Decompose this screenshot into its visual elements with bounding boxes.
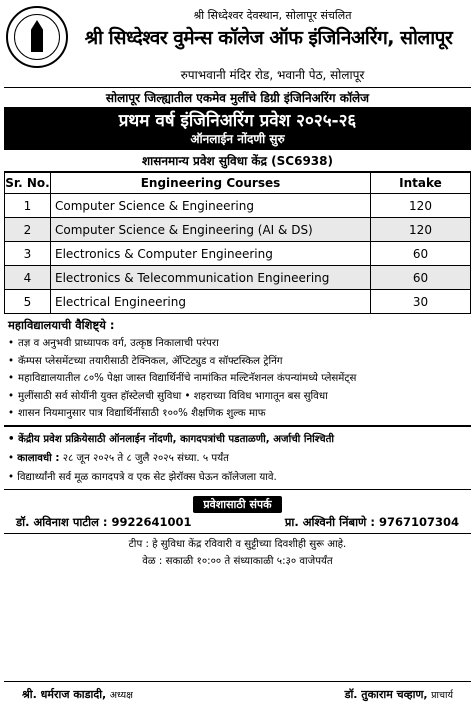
signatory-right: डॉ. तुकाराम चव्हाण, प्राचार्य xyxy=(344,688,453,701)
courses-table xyxy=(4,172,471,314)
footer xyxy=(4,681,471,707)
feature-item: • कॅम्पस प्लेसमेंटच्या तयारीसाठी टेक्निकल, ॲप्टिट्युड व सॉफ्टस्किल ट्रेनिंग xyxy=(8,353,467,371)
signatory-left: श्री. धर्मराज काडादी, अध्यक्ष xyxy=(22,688,133,701)
college-address: रुपाभवानी मंदिर रोड, भवानी पेठ, सोलापूर xyxy=(180,68,365,82)
bullet-icon: • xyxy=(8,452,18,464)
bullet-icon: • xyxy=(8,433,19,445)
process-line: • विद्यार्थ्यांनी सर्व मूळ कागदपत्रे व एक सेट झेरॉक्स घेऊन कॉलेजला यावे. xyxy=(8,471,277,483)
feature-item: • तज्ञ व अनुभवी प्राध्यापक वर्ग, उत्कृष्ठ निकालाची परंपरा xyxy=(8,335,467,353)
table-row xyxy=(5,194,471,218)
cell-sr: 1 xyxy=(5,194,51,218)
notice-line-1: टीप : हे सुविधा केंद्र रविवारी व सुट्टीच्या दिवशीही सुरू आहे. xyxy=(128,538,347,550)
notice-line-2: वेळ : सकाळी १०:०० ते संध्याकाळी ५:३० वाजेपर्यंत xyxy=(142,555,333,567)
table-row xyxy=(5,242,471,266)
college-name: श्री सिध्देश्वर वुमेन्स कॉलेज ऑफ इंजिनिअरिंग, सोलापूर xyxy=(84,27,453,49)
header-course: Engineering Courses xyxy=(51,173,371,194)
duration-label: कालावधी : xyxy=(17,452,60,464)
process-line: • केंद्रीय प्रवेश प्रक्रियेसाठी ऑनलाईन नोंदणी, कागदपत्रांची पडताळणी, अर्जाची निश्चिती xyxy=(8,433,335,445)
feature-item: • मुलींसाठी सर्व सोयींनी युक्त हॉस्टेलची सुविधा • शहराच्या विविध भागातून बस सुविधा xyxy=(8,388,467,406)
facilitation-centre: शासनमान्य प्रवेश सुविधा केंद्र (SC6938) xyxy=(4,150,471,172)
cell-sr: 3 xyxy=(5,242,51,266)
banner-subtitle: ऑनलाईन नोंदणी सुरु xyxy=(190,132,285,146)
features-title: महाविद्यालयाची वैशिष्ट्ये : xyxy=(8,318,115,332)
cell-course: Electrical Engineering xyxy=(51,290,371,314)
cell-sr: 5 xyxy=(5,290,51,314)
bullet-icon: • xyxy=(8,373,15,384)
features-section xyxy=(4,314,471,427)
college-logo xyxy=(6,6,68,68)
admission-process xyxy=(4,427,471,490)
cell-intake: 60 xyxy=(371,242,471,266)
process-duration xyxy=(8,449,467,468)
cell-intake: 120 xyxy=(371,218,471,242)
banner-title: प्रथम वर्ष इंजिनिअरिंग प्रवेश २०२५-२६ xyxy=(118,111,357,131)
table-row xyxy=(5,218,471,242)
cell-intake: 120 xyxy=(371,194,471,218)
header-sr-no: Sr. No. xyxy=(5,173,51,194)
cell-course: Computer Science & Engineering (AI & DS) xyxy=(51,218,371,242)
feature-item: • शासन नियमानुसार पात्र विद्यार्थिनींसाठी १००% शैक्षणिक शुल्क माफ xyxy=(8,405,467,423)
cell-intake: 60 xyxy=(371,266,471,290)
contacts xyxy=(4,513,471,534)
feature-item: • महाविद्यालयातील ८०% पेक्षा जास्त विद्यार्थिनींचे नामांकित मल्टिनॅशनल कंपन्यांमध्ये प्लेसमेंट्स xyxy=(8,370,467,388)
table-row xyxy=(5,266,471,290)
admission-banner xyxy=(4,108,471,150)
table-row xyxy=(5,290,471,314)
contact-title: प्रवेशासाठी संपर्क xyxy=(4,493,471,513)
table-header-row xyxy=(5,173,471,194)
cell-course: Electronics & Computer Engineering xyxy=(51,242,371,266)
bullet-icon: • xyxy=(8,338,15,349)
duration-text: २८ जून २०२५ ते ८ जुलै २०२५ संध्या. ५ पर्यंत xyxy=(62,452,229,464)
notice xyxy=(4,534,471,573)
bullet-icon: • xyxy=(8,408,15,419)
bullet-icon: • xyxy=(8,390,15,402)
header xyxy=(4,4,471,88)
cell-intake: 30 xyxy=(371,290,471,314)
cell-course: Computer Science & Engineering xyxy=(51,194,371,218)
cell-sr: 2 xyxy=(5,218,51,242)
tagline: सोलापूर जिल्ह्यातील एकमेव मुलींचे डिग्री इंजिनिअरिंग कॉलेज xyxy=(4,88,471,108)
bullet-icon: • xyxy=(8,355,15,367)
cell-course: Electronics & Telecommunication Engineering xyxy=(51,266,371,290)
contact-person-2: प्रा. अश्विनी निंबाणे : 9767107304 xyxy=(284,514,459,529)
trust-line: श्री सिध्देश्वर देवस्थान, सोलापूर संचलित xyxy=(193,9,352,22)
header-intake: Intake xyxy=(371,173,471,194)
cell-sr: 4 xyxy=(5,266,51,290)
contact-person-1: डॉ. अविनाश पाटील : 9922641001 xyxy=(16,514,192,529)
bullet-icon: • xyxy=(8,471,18,483)
